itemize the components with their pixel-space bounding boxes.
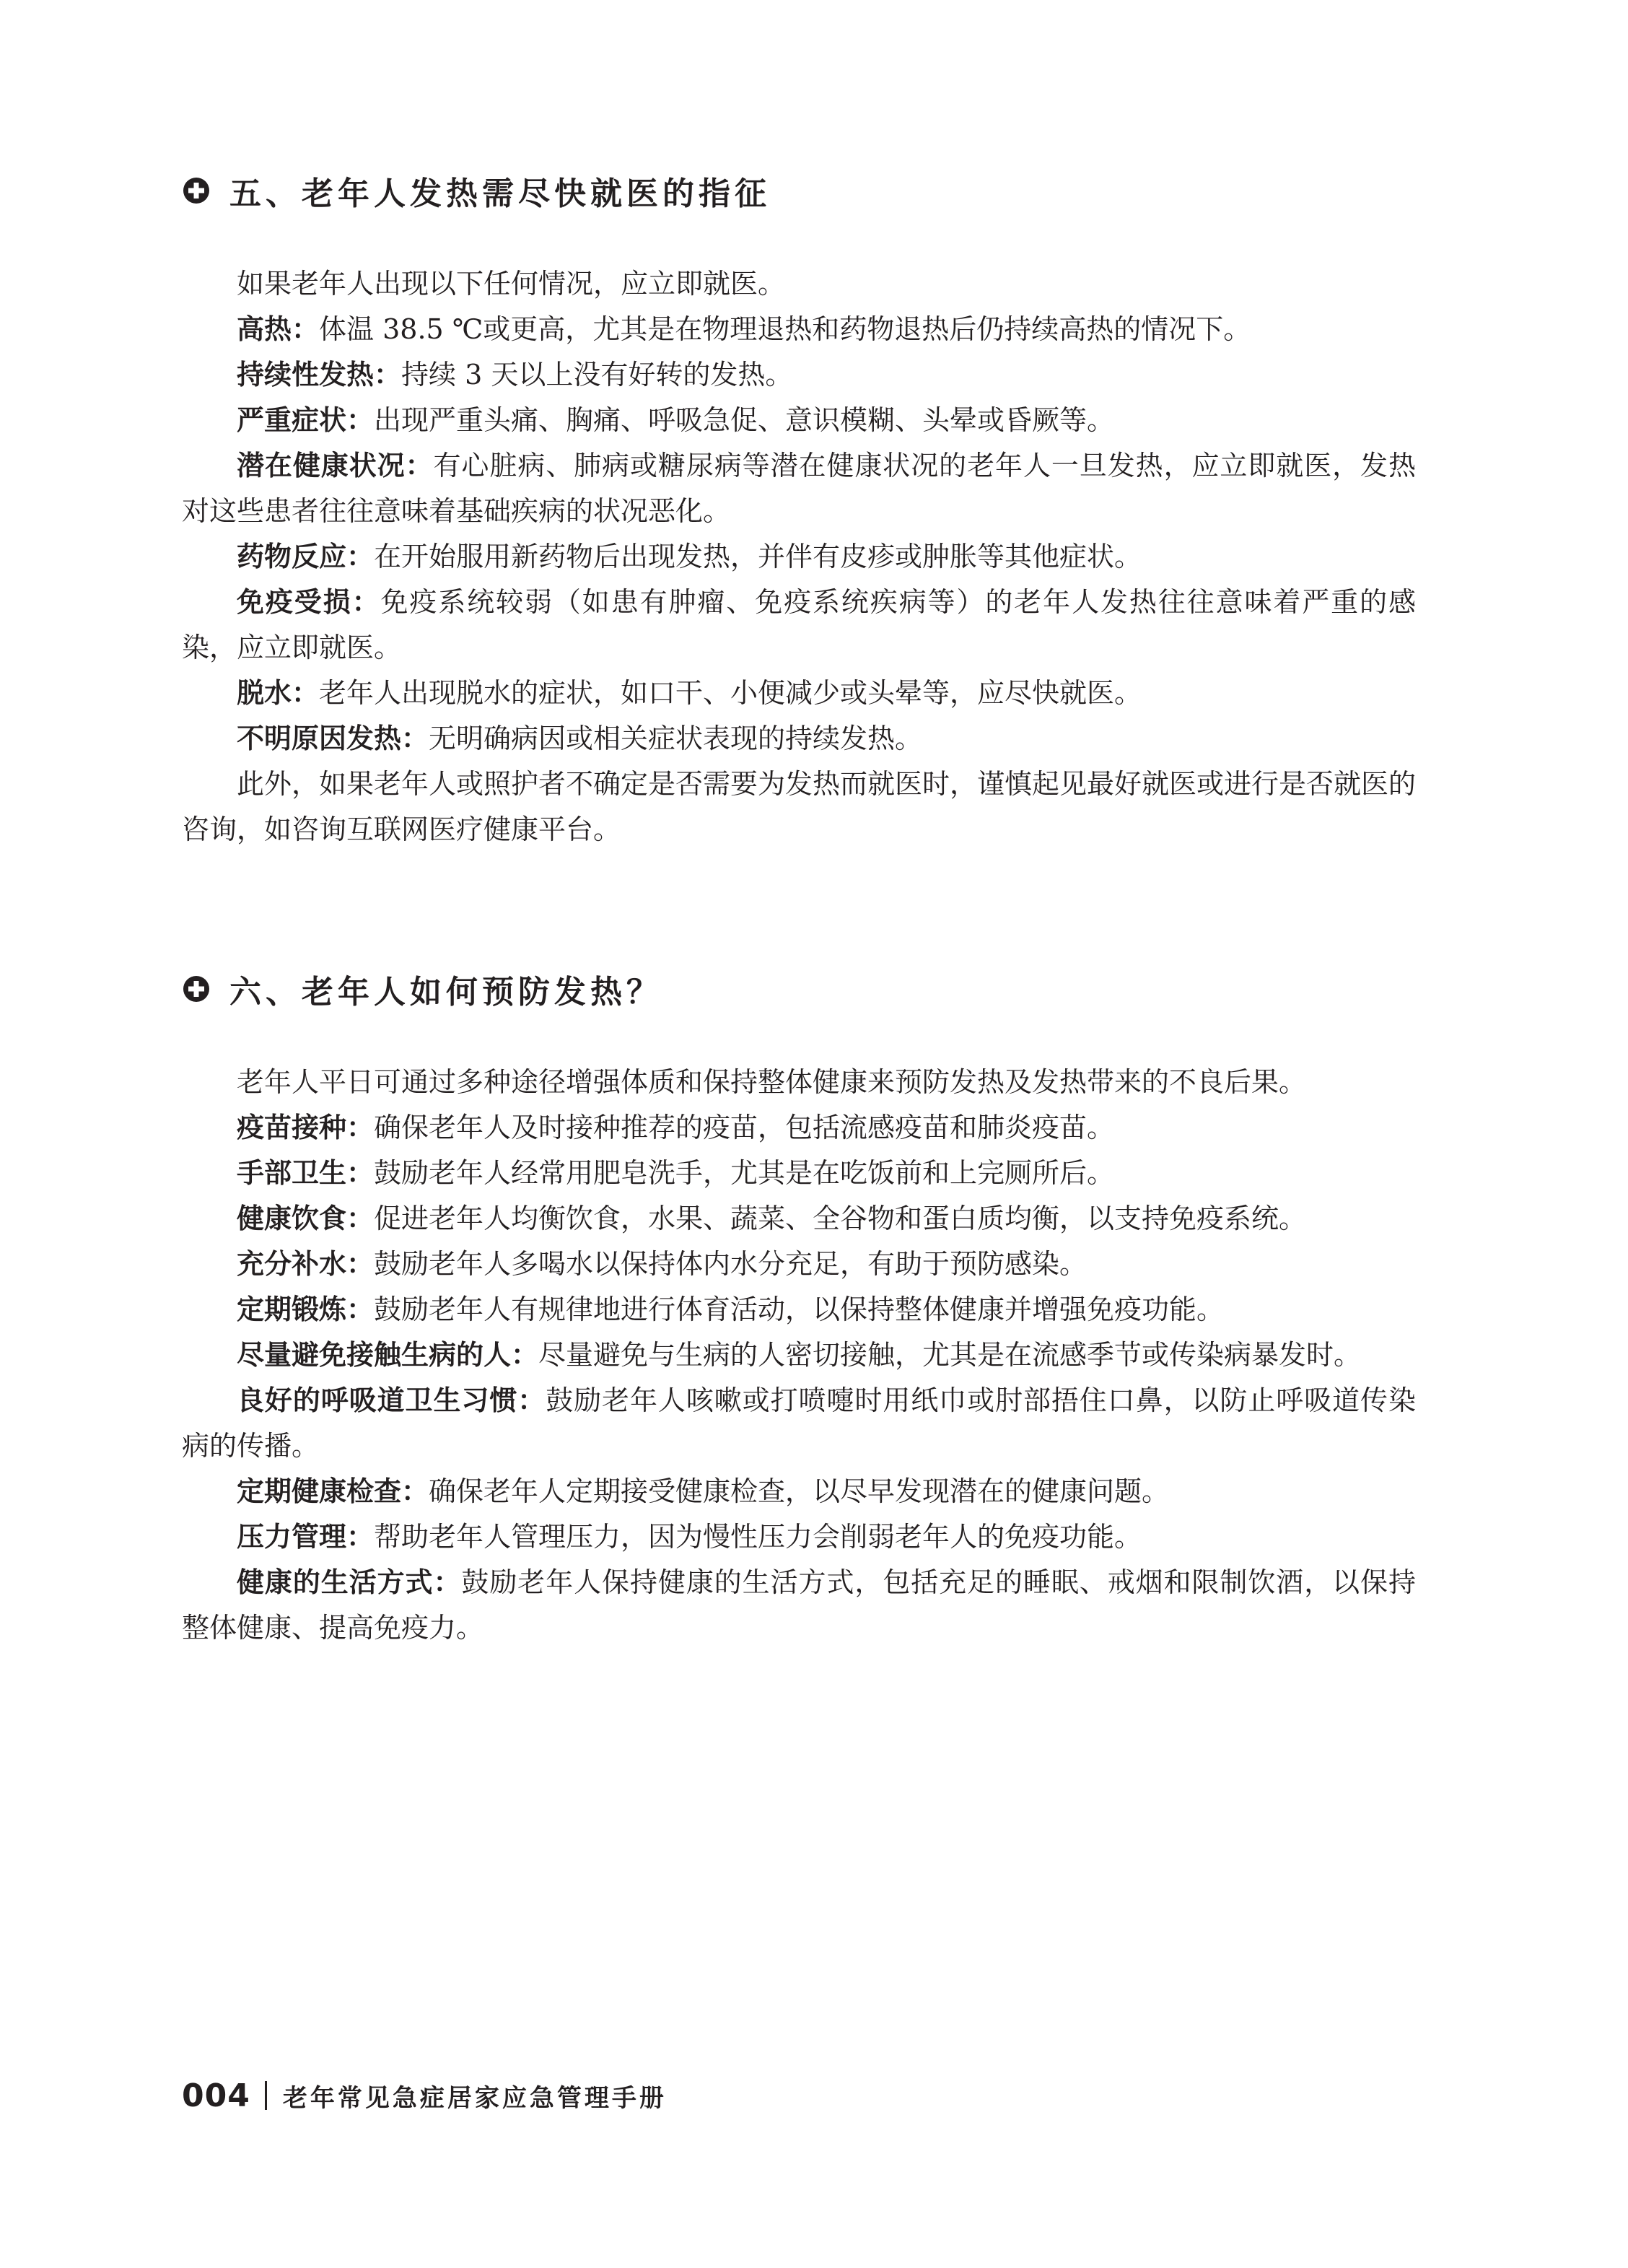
paragraph-label: 疫苗接种： (237, 1112, 375, 1143)
paragraph (182, 1378, 1416, 1469)
paragraph (182, 1105, 1416, 1151)
paragraph-text: 鼓励老年人经常用肥皂洗手，尤其是在吃饭前和上完厕所后。 (374, 1157, 1115, 1189)
paragraph-text: 确保老年人定期接受健康检查，以尽早发现潜在的健康问题。 (429, 1475, 1170, 1507)
paragraph-label: 严重症状： (237, 404, 375, 436)
paragraph-text: 免疫系统较弱（如患有肿瘤、免疫系统疾病等）的老年人发热往往意味着严重的感染，应立即就医。 (182, 586, 1416, 663)
paragraph (182, 671, 1416, 716)
paragraph-text: 持续 3 天以上没有好转的发热。 (401, 359, 793, 391)
paragraph (182, 716, 1416, 762)
paragraph (182, 534, 1416, 580)
paragraph-label: 充分补水： (237, 1248, 375, 1280)
paragraph-text: 促进老年人均衡饮食，水果、蔬菜、全谷物和蛋白质均衡，以支持免疫系统。 (374, 1203, 1307, 1234)
paragraph-label: 脱水： (237, 677, 320, 709)
paragraph (182, 762, 1416, 852)
paragraph (182, 1060, 1416, 1105)
paragraph-text: 在开始服用新药物后出现发热，并伴有皮疹或肿胀等其他症状。 (374, 541, 1142, 572)
paragraph-label: 定期健康检查： (237, 1475, 429, 1507)
section-heading (182, 963, 1416, 1015)
paragraph-text: 如果老年人出现以下任何情况，应立即就医。 (237, 268, 786, 300)
paragraph-label: 健康饮食： (237, 1203, 375, 1234)
paragraph (182, 1151, 1416, 1196)
paragraph (182, 352, 1416, 398)
paragraph-text: 此外，如果老年人或照护者不确定是否需要为发热而就医时，谨慎起见最好就医或进行是否就医的咨询，如咨询互联网医疗健康平台。 (182, 768, 1417, 845)
paragraph (182, 1560, 1416, 1651)
paragraph-text: 确保老年人及时接种推荐的疫苗，包括流感疫苗和肺炎疫苗。 (374, 1112, 1115, 1143)
paragraph-text: 尽量避免与生病的人密切接触，尤其是在流感季节或传染病暴发时。 (538, 1339, 1362, 1371)
paragraph-label: 免疫受损： (237, 586, 381, 618)
plus-circle-icon (182, 974, 211, 1003)
page-footer (182, 2070, 667, 2121)
paragraph (182, 307, 1416, 352)
paragraph-label: 定期锻炼： (237, 1294, 375, 1325)
footer-divider (265, 2081, 267, 2110)
paragraph-text: 鼓励老年人有规律地进行体育活动，以保持整体健康并增强免疫功能。 (374, 1294, 1225, 1325)
paragraph-label: 健康的生活方式： (237, 1566, 462, 1598)
paragraph-label: 潜在健康状况： (237, 450, 434, 481)
paragraph-text: 鼓励老年人咳嗽或打喷嚏时用纸巾或肘部捂住口鼻，以防止呼吸道传染病的传播。 (182, 1384, 1416, 1462)
book-title: 老年常见急症居家应急管理手册 (282, 2083, 667, 2113)
paragraph-text: 鼓励老年人多喝水以保持体内水分充足，有助于预防感染。 (374, 1248, 1087, 1280)
section-fever-medical-indicators (182, 165, 1416, 852)
paragraph (182, 1333, 1416, 1378)
section-fever-prevention (182, 963, 1416, 1651)
paragraph-text: 有心脏病、肺病或糖尿病等潜在健康状况的老年人一旦发热，应立即就医，发热对这些患者往往意味着基础疾病的状况恶化。 (182, 450, 1416, 527)
paragraph-text: 老年人平日可通过多种途径增强体质和保持整体健康来预防发热及发热带来的不良后果。 (237, 1066, 1307, 1098)
paragraph-label: 尽量避免接触生病的人： (237, 1339, 539, 1371)
paragraph-list (182, 1060, 1416, 1651)
section-title: 五、老年人发热需尽快就医的指征 (229, 175, 771, 212)
paragraph (182, 1469, 1416, 1514)
section-heading (182, 165, 1416, 217)
paragraph-label: 不明原因发热： (237, 723, 429, 754)
paragraph-label: 良好的呼吸道卫生习惯： (237, 1384, 546, 1416)
section-title: 六、老年人如何预防发热？ (229, 974, 662, 1011)
paragraph-text: 体温 38.5 ℃或更高，尤其是在物理退热和药物退热后仍持续高热的情况下。 (319, 313, 1251, 345)
paragraph-text: 帮助老年人管理压力，因为慢性压力会削弱老年人的免疫功能。 (374, 1521, 1142, 1553)
paragraph (182, 1287, 1416, 1333)
paragraph (182, 580, 1416, 671)
paragraph-text: 无明确病因或相关症状表现的持续发热。 (429, 723, 923, 754)
paragraph (182, 1242, 1416, 1287)
paragraph (182, 398, 1416, 443)
paragraph (182, 1514, 1416, 1560)
paragraph-label: 高热： (237, 313, 320, 345)
paragraph-label: 药物反应： (237, 541, 375, 572)
paragraph-label: 手部卫生： (237, 1157, 375, 1189)
paragraph (182, 1196, 1416, 1242)
paragraph-list (182, 261, 1416, 852)
paragraph-label: 压力管理： (237, 1521, 375, 1553)
page-number: 004 (182, 2077, 250, 2114)
paragraph (182, 443, 1416, 534)
paragraph-text: 鼓励老年人保持健康的生活方式，包括充足的睡眠、戒烟和限制饮酒，以保持整体健康、提高免疫力。 (182, 1566, 1416, 1644)
plus-circle-icon (182, 176, 211, 205)
paragraph-label: 持续性发热： (237, 359, 402, 391)
paragraph-text: 老年人出现脱水的症状，如口干、小便减少或头晕等，应尽快就医。 (319, 677, 1142, 709)
paragraph (182, 261, 1416, 307)
paragraph-text: 出现严重头痛、胸痛、呼吸急促、意识模糊、头晕或昏厥等。 (374, 404, 1115, 436)
